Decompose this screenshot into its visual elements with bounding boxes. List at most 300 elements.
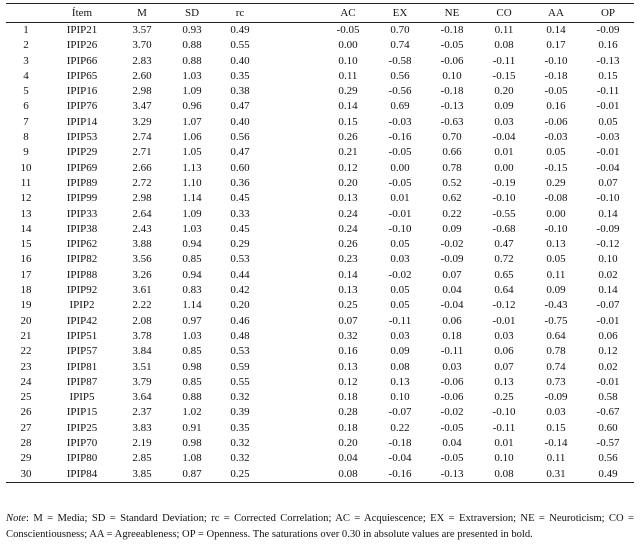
table-row xyxy=(6,421,634,436)
op-cell: 0.02 xyxy=(598,268,618,281)
sd-cell: 0.85 xyxy=(182,345,202,358)
ac-cell: 0.16 xyxy=(338,345,358,358)
table-row xyxy=(6,390,634,405)
row-index-cell: 9 xyxy=(23,146,29,159)
aa-cell: -0.03 xyxy=(544,131,568,144)
op-cell: 0.07 xyxy=(598,176,618,189)
aa-cell: -0.10 xyxy=(544,54,568,67)
spacer-cell xyxy=(262,130,322,145)
note-text: : M = Media; SD = Standard Deviation; rc = Corrected Correlation; AC = Acquiescence; EX = Extraversion; NE = Neuroticism; CO = Conscientiousness; AA = Agreeableness; OP = Openness. The saturations over 0.30 in absolute values are presented in bold. xyxy=(6,513,634,540)
row-index-cell: 26 xyxy=(20,406,32,419)
spacer-cell xyxy=(262,237,322,252)
table-row xyxy=(6,38,634,53)
op-cell: 0.10 xyxy=(598,253,618,266)
ac-cell: 0.26 xyxy=(338,131,358,144)
col-header-op: OP xyxy=(600,7,616,19)
ac-cell: 0.26 xyxy=(338,238,358,251)
table-note xyxy=(6,511,634,543)
op-cell: 0.12 xyxy=(598,345,618,358)
table-row xyxy=(6,451,634,466)
co-cell: 0.20 xyxy=(494,85,514,98)
ne-cell: 0.22 xyxy=(442,207,462,220)
rc-cell: 0.38 xyxy=(230,85,250,98)
table-row xyxy=(6,237,634,252)
co-cell: -0.55 xyxy=(492,207,516,220)
spacer-cell xyxy=(262,252,322,267)
rc-cell: 0.32 xyxy=(230,437,250,450)
co-cell: 0.07 xyxy=(494,360,514,373)
ne-cell: -0.13 xyxy=(440,100,464,113)
ac-cell: 0.24 xyxy=(338,222,358,235)
aa-cell: 0.00 xyxy=(546,207,566,220)
rc-cell: 0.32 xyxy=(230,391,250,404)
table-row xyxy=(6,54,634,69)
spacer-cell xyxy=(262,69,322,84)
col-header-ex: EX xyxy=(392,7,408,19)
rc-cell: 0.55 xyxy=(230,39,250,52)
ne-cell: -0.06 xyxy=(440,391,464,404)
ex-cell: 0.74 xyxy=(390,39,410,52)
ex-cell: -0.03 xyxy=(388,115,412,128)
op-cell: 0.02 xyxy=(598,360,618,373)
table-row xyxy=(6,176,634,191)
ac-cell: 0.07 xyxy=(338,314,358,327)
spacer-cell xyxy=(262,344,322,359)
aa-cell: -0.09 xyxy=(544,391,568,404)
ac-cell: 0.32 xyxy=(338,329,358,342)
spacer-cell xyxy=(262,222,322,237)
op-cell: -0.03 xyxy=(596,131,620,144)
op-cell: 0.56 xyxy=(598,452,618,465)
mean-cell: 3.85 xyxy=(132,467,152,480)
ne-cell: 0.06 xyxy=(442,314,462,327)
item-code-cell: IPIP38 xyxy=(66,222,98,235)
aa-cell: 0.05 xyxy=(546,146,566,159)
co-cell: 0.03 xyxy=(494,115,514,128)
rc-cell: 0.45 xyxy=(230,192,250,205)
op-cell: -0.57 xyxy=(596,437,620,450)
mean-cell: 2.83 xyxy=(132,54,152,67)
mean-cell: 2.43 xyxy=(132,222,152,235)
co-cell: 0.01 xyxy=(494,146,514,159)
item-code-cell: IPIP15 xyxy=(66,406,98,419)
op-cell: -0.12 xyxy=(596,238,620,251)
rc-cell: 0.48 xyxy=(230,329,250,342)
rc-cell: 0.46 xyxy=(230,314,250,327)
ex-cell: -0.04 xyxy=(388,452,412,465)
row-index-cell: 28 xyxy=(20,437,32,450)
ex-cell: 0.05 xyxy=(390,299,410,312)
aa-cell: 0.14 xyxy=(546,24,566,36)
item-code-cell: IPIP76 xyxy=(66,100,98,113)
sd-cell: 0.87 xyxy=(182,467,202,480)
co-cell: 0.06 xyxy=(494,345,514,358)
ac-cell: 0.10 xyxy=(338,54,358,67)
mean-cell: 3.26 xyxy=(132,268,152,281)
row-index-cell: 25 xyxy=(20,391,32,404)
mean-cell: 2.72 xyxy=(132,176,152,189)
item-code-cell: IPIP26 xyxy=(66,39,98,52)
rc-cell: 0.20 xyxy=(230,299,250,312)
mean-cell: 2.22 xyxy=(132,299,152,312)
ne-cell: -0.18 xyxy=(440,24,464,36)
op-cell: 0.14 xyxy=(598,207,618,220)
aa-cell: -0.06 xyxy=(544,115,568,128)
rc-cell: 0.44 xyxy=(230,268,250,281)
item-code-cell: IPIP21 xyxy=(66,24,98,36)
spacer-cell xyxy=(262,115,322,130)
rc-cell: 0.40 xyxy=(230,54,250,67)
aa-cell: 0.29 xyxy=(546,176,566,189)
row-index-cell: 14 xyxy=(20,222,32,235)
spacer-cell xyxy=(262,467,322,483)
ne-cell: 0.62 xyxy=(442,192,462,205)
ex-cell: -0.02 xyxy=(388,268,412,281)
co-cell: 0.01 xyxy=(494,437,514,450)
col-header-index xyxy=(6,4,46,23)
ex-cell: 0.03 xyxy=(390,253,410,266)
ac-cell: 0.18 xyxy=(338,421,358,434)
row-index-cell: 11 xyxy=(20,176,32,189)
rc-cell: 0.42 xyxy=(230,284,250,297)
co-cell: -0.10 xyxy=(492,192,516,205)
aa-cell: 0.05 xyxy=(546,253,566,266)
co-cell: -0.04 xyxy=(492,131,516,144)
item-code-cell: IPIP29 xyxy=(66,146,98,159)
ex-cell: 0.10 xyxy=(390,391,410,404)
item-code-cell: IPIP65 xyxy=(66,69,98,82)
spacer-cell xyxy=(262,451,322,466)
op-cell: -0.09 xyxy=(596,222,620,235)
ne-cell: -0.11 xyxy=(440,345,464,358)
item-code-cell: IPIP69 xyxy=(66,161,98,174)
item-code-cell: IPIP66 xyxy=(66,54,98,67)
sd-cell: 1.05 xyxy=(182,146,202,159)
ac-cell: 0.04 xyxy=(338,452,358,465)
aa-cell: 0.73 xyxy=(546,375,566,388)
row-index-cell: 3 xyxy=(23,54,29,67)
mean-cell: 3.84 xyxy=(132,345,152,358)
ne-cell: -0.06 xyxy=(440,375,464,388)
item-code-cell: IPIP16 xyxy=(66,85,98,98)
co-cell: 0.13 xyxy=(494,375,514,388)
ex-cell: -0.01 xyxy=(388,207,412,220)
row-index-cell: 20 xyxy=(20,314,32,327)
sd-cell: 1.13 xyxy=(182,161,202,174)
item-code-cell: IPIP89 xyxy=(66,176,98,189)
co-cell: 0.64 xyxy=(494,284,514,297)
sd-cell: 1.09 xyxy=(182,207,202,220)
spacer-cell xyxy=(262,421,322,436)
ac-cell: 0.13 xyxy=(338,360,358,373)
ex-cell: -0.10 xyxy=(388,222,412,235)
aa-cell: -0.18 xyxy=(544,69,568,82)
spacer-cell xyxy=(262,375,322,390)
op-cell: -0.01 xyxy=(596,146,620,159)
ac-cell: 0.08 xyxy=(338,467,358,480)
ex-cell: -0.56 xyxy=(388,85,412,98)
table-row xyxy=(6,23,634,39)
op-cell: -0.01 xyxy=(596,314,620,327)
mean-cell: 2.71 xyxy=(132,146,152,159)
ex-cell: 0.05 xyxy=(390,284,410,297)
table-row xyxy=(6,84,634,99)
item-code-cell: IPIP84 xyxy=(66,467,98,480)
mean-cell: 3.78 xyxy=(132,329,152,342)
mean-cell: 3.56 xyxy=(132,253,152,266)
ex-cell: 0.56 xyxy=(390,69,410,82)
item-code-cell: IPIP25 xyxy=(66,421,98,434)
item-code-cell: IPIP2 xyxy=(69,299,95,312)
sd-cell: 0.93 xyxy=(182,24,202,36)
aa-cell: 0.11 xyxy=(546,268,566,281)
ex-cell: -0.18 xyxy=(388,437,412,450)
op-cell: 0.15 xyxy=(598,69,618,82)
item-code-cell: IPIP99 xyxy=(66,192,98,205)
spacer-cell xyxy=(262,54,322,69)
ex-cell: 0.01 xyxy=(390,192,410,205)
ac-cell: 0.00 xyxy=(338,39,358,52)
ex-cell: 0.09 xyxy=(390,345,410,358)
mean-cell: 3.29 xyxy=(132,115,152,128)
ne-cell: -0.05 xyxy=(440,452,464,465)
row-index-cell: 21 xyxy=(20,329,32,342)
ne-cell: -0.06 xyxy=(440,54,464,67)
table-row xyxy=(6,69,634,84)
mean-cell: 2.85 xyxy=(132,452,152,465)
rc-cell: 0.56 xyxy=(230,131,250,144)
mean-cell: 3.64 xyxy=(132,391,152,404)
item-code-cell: IPIP33 xyxy=(66,207,98,220)
table-body xyxy=(6,23,634,483)
co-cell: -0.68 xyxy=(492,222,516,235)
mean-cell: 2.98 xyxy=(132,192,152,205)
co-cell: 0.09 xyxy=(494,100,514,113)
col-header-rc: rc xyxy=(235,7,245,19)
ac-cell: -0.05 xyxy=(336,24,360,36)
co-cell: -0.15 xyxy=(492,69,516,82)
table-row xyxy=(6,344,634,359)
rc-cell: 0.55 xyxy=(230,375,250,388)
spacer-cell xyxy=(262,38,322,53)
rc-cell: 0.60 xyxy=(230,161,250,174)
mean-cell: 2.08 xyxy=(132,314,152,327)
op-cell: -0.01 xyxy=(596,100,620,113)
spacer-cell xyxy=(262,314,322,329)
row-index-cell: 10 xyxy=(20,161,32,174)
aa-cell: 0.64 xyxy=(546,329,566,342)
ex-cell: -0.11 xyxy=(388,314,412,327)
rc-cell: 0.36 xyxy=(230,176,250,189)
ac-cell: 0.14 xyxy=(338,268,358,281)
rc-cell: 0.33 xyxy=(230,207,250,220)
ex-cell: -0.05 xyxy=(388,146,412,159)
sd-cell: 0.96 xyxy=(182,100,202,113)
table-row xyxy=(6,99,634,114)
table-row xyxy=(6,360,634,375)
op-cell: -0.11 xyxy=(596,85,620,98)
co-cell: -0.11 xyxy=(492,54,516,67)
table-row xyxy=(6,252,634,267)
row-index-cell: 29 xyxy=(20,452,32,465)
sd-cell: 0.88 xyxy=(182,54,202,67)
item-code-cell: IPIP80 xyxy=(66,452,98,465)
table-row xyxy=(6,375,634,390)
op-cell: 0.58 xyxy=(598,391,618,404)
ne-cell: 0.03 xyxy=(442,360,462,373)
co-cell: 0.08 xyxy=(494,39,514,52)
col-header-ne: NE xyxy=(444,7,460,19)
item-code-cell: IPIP5 xyxy=(69,391,95,404)
ac-cell: 0.12 xyxy=(338,161,358,174)
aa-cell: -0.08 xyxy=(544,192,568,205)
rc-cell: 0.40 xyxy=(230,115,250,128)
spacer-cell xyxy=(262,405,322,420)
mean-cell: 3.83 xyxy=(132,421,152,434)
mean-cell: 3.57 xyxy=(132,24,152,36)
row-index-cell: 1 xyxy=(23,24,29,36)
ne-cell: 0.04 xyxy=(442,284,462,297)
ne-cell: -0.02 xyxy=(440,238,464,251)
op-cell: -0.10 xyxy=(596,192,620,205)
item-code-cell: IPIP88 xyxy=(66,268,98,281)
item-code-cell: IPIP53 xyxy=(66,131,98,144)
spacer-cell xyxy=(262,191,322,206)
ex-cell: 0.13 xyxy=(390,375,410,388)
table-row xyxy=(6,405,634,420)
spacer-cell xyxy=(262,360,322,375)
rc-cell: 0.35 xyxy=(230,69,250,82)
col-header-sd: SD xyxy=(184,7,200,19)
row-index-cell: 24 xyxy=(20,375,32,388)
sd-cell: 1.09 xyxy=(182,85,202,98)
table-row xyxy=(6,207,634,222)
rc-cell: 0.53 xyxy=(230,345,250,358)
col-header-m: M xyxy=(137,7,147,19)
ac-cell: 0.13 xyxy=(338,192,358,205)
ex-cell: 0.08 xyxy=(390,360,410,373)
row-index-cell: 4 xyxy=(23,69,29,82)
ex-cell: 0.69 xyxy=(390,100,410,113)
ne-cell: 0.04 xyxy=(442,437,462,450)
item-code-cell: IPIP81 xyxy=(66,360,98,373)
co-cell: 0.08 xyxy=(494,467,514,480)
ac-cell: 0.25 xyxy=(338,299,358,312)
row-index-cell: 15 xyxy=(20,238,32,251)
ac-cell: 0.11 xyxy=(338,69,358,82)
spacer-cell xyxy=(262,329,322,344)
ex-cell: 0.00 xyxy=(390,161,410,174)
ex-cell: 0.03 xyxy=(390,329,410,342)
table-row xyxy=(6,145,634,160)
rc-cell: 0.53 xyxy=(230,253,250,266)
aa-cell: -0.75 xyxy=(544,314,568,327)
mean-cell: 3.70 xyxy=(132,39,152,52)
ex-cell: 0.05 xyxy=(390,238,410,251)
op-cell: -0.09 xyxy=(596,24,620,36)
row-index-cell: 5 xyxy=(23,85,29,98)
table-row xyxy=(6,436,634,451)
table-row xyxy=(6,268,634,283)
co-cell: -0.12 xyxy=(492,299,516,312)
row-index-cell: 8 xyxy=(23,131,29,144)
sd-cell: 1.03 xyxy=(182,222,202,235)
item-code-cell: IPIP42 xyxy=(66,314,98,327)
rc-cell: 0.45 xyxy=(230,222,250,235)
table-row xyxy=(6,191,634,206)
rc-cell: 0.59 xyxy=(230,360,250,373)
table-row xyxy=(6,298,634,313)
item-code-cell: IPIP57 xyxy=(66,345,98,358)
co-cell: 0.72 xyxy=(494,253,514,266)
ex-cell: -0.16 xyxy=(388,467,412,480)
sd-cell: 1.10 xyxy=(182,176,202,189)
op-cell: -0.04 xyxy=(596,161,620,174)
row-index-cell: 12 xyxy=(20,192,32,205)
co-cell: 0.47 xyxy=(494,238,514,251)
sd-cell: 1.07 xyxy=(182,115,202,128)
row-index-cell: 30 xyxy=(20,467,32,480)
table-row xyxy=(6,222,634,237)
op-cell: 0.60 xyxy=(598,421,618,434)
aa-cell: -0.43 xyxy=(544,299,568,312)
aa-cell: -0.10 xyxy=(544,222,568,235)
aa-cell: 0.09 xyxy=(546,284,566,297)
ex-cell: 0.70 xyxy=(390,24,410,36)
col-header-ac: AC xyxy=(340,7,356,19)
mean-cell: 2.74 xyxy=(132,131,152,144)
row-index-cell: 7 xyxy=(23,115,29,128)
spacer-cell xyxy=(262,99,322,114)
op-cell: -0.67 xyxy=(596,406,620,419)
aa-cell: 0.03 xyxy=(546,406,566,419)
sd-cell: 1.06 xyxy=(182,131,202,144)
aa-cell: 0.78 xyxy=(546,345,566,358)
row-index-cell: 6 xyxy=(23,100,29,113)
table-row xyxy=(6,115,634,130)
table-row xyxy=(6,161,634,176)
op-cell: 0.14 xyxy=(598,284,618,297)
ne-cell: -0.04 xyxy=(440,299,464,312)
op-cell: 0.16 xyxy=(598,39,618,52)
ne-cell: 0.78 xyxy=(442,161,462,174)
ne-cell: -0.09 xyxy=(440,253,464,266)
ac-cell: 0.20 xyxy=(338,437,358,450)
co-cell: 0.65 xyxy=(494,268,514,281)
row-index-cell: 27 xyxy=(20,421,32,434)
co-cell: 0.25 xyxy=(494,391,514,404)
sd-cell: 1.08 xyxy=(182,452,202,465)
op-cell: 0.49 xyxy=(598,467,618,480)
ac-cell: 0.28 xyxy=(338,406,358,419)
aa-cell: 0.15 xyxy=(546,421,566,434)
table-row xyxy=(6,283,634,298)
ne-cell: -0.13 xyxy=(440,467,464,480)
ac-cell: 0.21 xyxy=(338,146,358,159)
spacer-cell xyxy=(262,23,322,39)
sd-cell: 0.91 xyxy=(182,421,202,434)
ac-cell: 0.23 xyxy=(338,253,358,266)
sd-cell: 0.85 xyxy=(182,375,202,388)
ex-cell: 0.22 xyxy=(390,421,410,434)
mean-cell: 2.19 xyxy=(132,437,152,450)
spacer-cell xyxy=(262,176,322,191)
row-index-cell: 2 xyxy=(23,39,29,52)
sd-cell: 0.83 xyxy=(182,284,202,297)
ne-cell: 0.70 xyxy=(442,131,462,144)
item-code-cell: IPIP70 xyxy=(66,437,98,450)
ex-cell: -0.07 xyxy=(388,406,412,419)
